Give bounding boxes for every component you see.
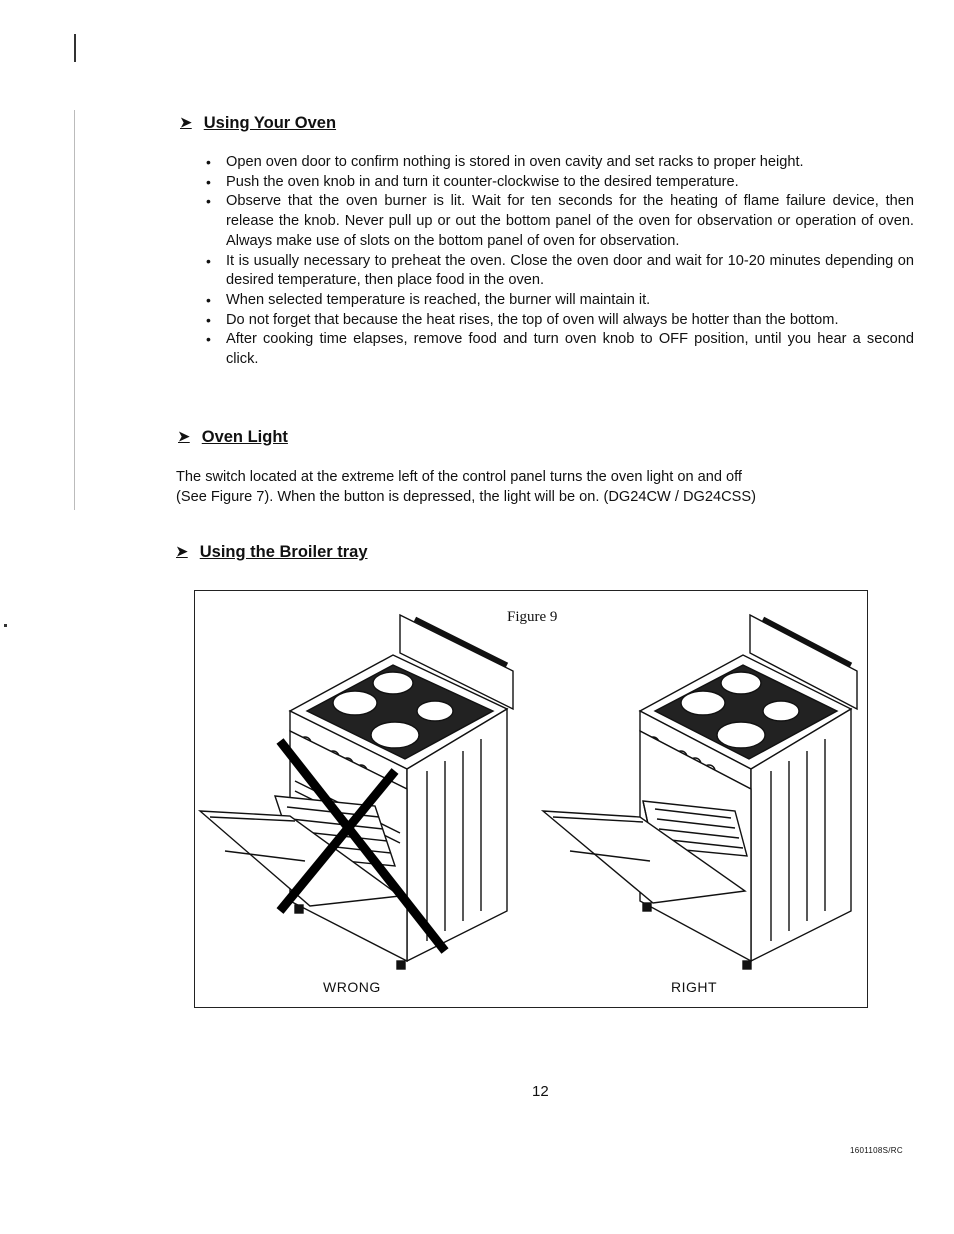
burner — [763, 701, 799, 721]
burner — [373, 672, 413, 694]
heading-broiler-tray — [176, 543, 368, 562]
list-item: • Push the oven knob in and turn it counter-clockwise to the desired temperature. — [206, 173, 914, 193]
figure-9 — [194, 590, 868, 1008]
heading-using-your-oven — [180, 114, 336, 133]
range-wrong-illustration — [195, 611, 525, 971]
heading-text: Using the Broiler tray — [199, 543, 368, 561]
heading-oven-light — [178, 428, 288, 447]
burner — [721, 672, 761, 694]
arrow-marker-icon: ➤ — [180, 114, 192, 130]
oven-instructions-list — [206, 153, 914, 370]
burner — [333, 691, 377, 715]
range-right-illustration — [535, 611, 865, 971]
list-item: • After cooking time elapses, remove food and turn oven knob to OFF position, until you hear a second click. — [206, 330, 914, 369]
list-item: • Do not forget that because the heat rises, the top of oven will always be hotter than the bottom. — [206, 311, 914, 331]
document-code: 1601108S/RC — [850, 1146, 903, 1155]
burner — [681, 691, 725, 715]
oven-light-line-2: (See Figure 7). When the button is depressed, the light will be on. (DG24CW / DG24CSS) — [176, 489, 756, 505]
burner — [717, 722, 765, 748]
list-item: • It is usually necessary to preheat the oven. Close the oven door and wait for 10-20 minutes depending on desired temperature, then place food in the oven. — [206, 252, 914, 291]
scan-margin-line — [74, 110, 75, 510]
burner — [371, 722, 419, 748]
label-wrong: WRONG — [323, 979, 381, 995]
arrow-marker-icon: ➤ — [176, 543, 188, 559]
scan-margin-line — [74, 34, 76, 62]
heading-text: Using Your Oven — [203, 114, 337, 132]
list-item: • Open oven door to confirm nothing is stored in oven cavity and set racks to proper height. — [206, 153, 914, 173]
label-right: RIGHT — [671, 979, 718, 995]
oven-light-line-1: The switch located at the extreme left of the control panel turns the oven light on and off — [176, 469, 742, 485]
scan-dot — [4, 624, 7, 627]
page-number: 12 — [532, 1083, 549, 1100]
list-item: • When selected temperature is reached, the burner will maintain it. — [206, 291, 914, 311]
figure-caption: Figure 9 — [507, 609, 558, 625]
arrow-marker-icon: ➤ — [178, 428, 190, 444]
list-item: • Observe that the oven burner is lit. Wait for ten seconds for the heating of flame failure device, then release the knob. Never pull up or out the bottom panel of the oven for observation or operation of oven. Always make use of slots on the bottom panel of oven for observation. — [206, 192, 914, 251]
burner — [417, 701, 453, 721]
heading-text: Oven Light — [201, 428, 288, 446]
